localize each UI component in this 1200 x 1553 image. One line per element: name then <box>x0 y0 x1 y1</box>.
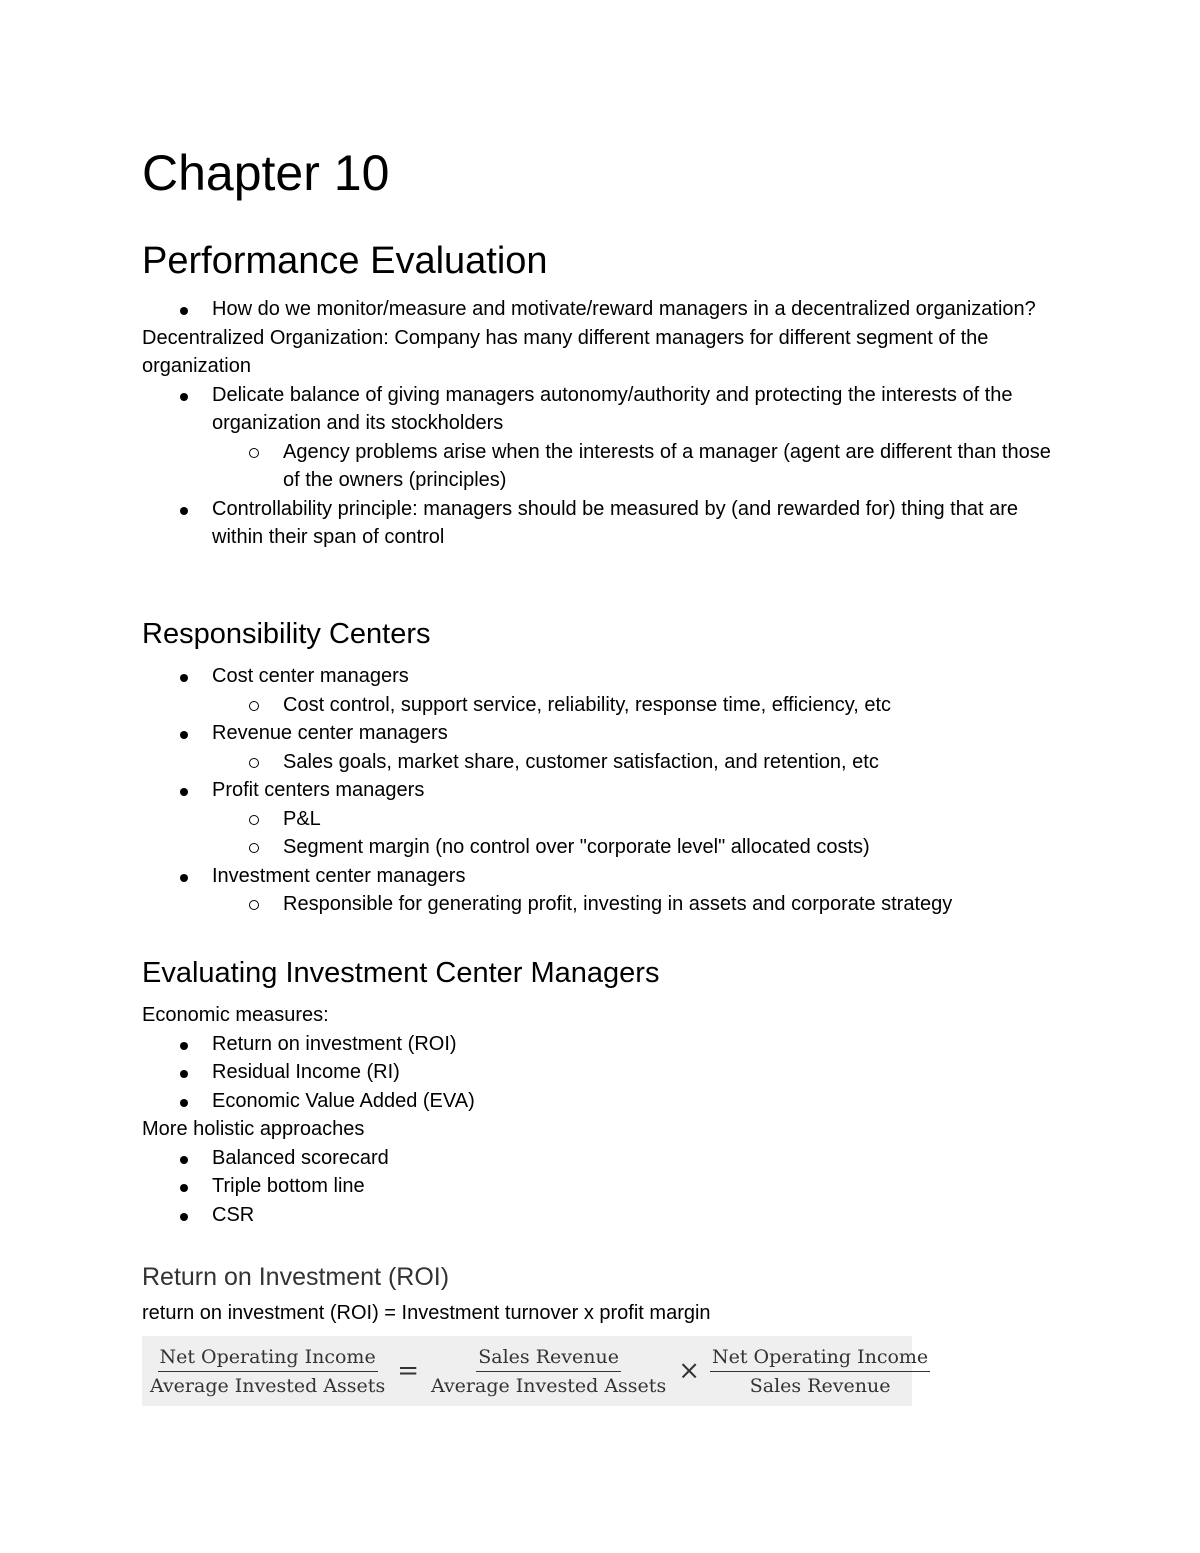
list-item: Return on investment (ROI) <box>142 1030 1062 1059</box>
list-item: How do we monitor/measure and motivate/reward managers in a decentralized organization? <box>142 295 1062 324</box>
formula-equals-sign: = <box>397 1356 419 1386</box>
heading-evaluating-investment-center: Evaluating Investment Center Managers <box>142 957 660 989</box>
list-subitem: Segment margin (no control over "corporate level" allocated costs) <box>142 833 1062 862</box>
list-item: Profit centers managers <box>142 776 1062 805</box>
heading-responsibility-centers: Responsibility Centers <box>142 618 431 650</box>
list-item: Controllability principle: managers should be measured by (and rewarded for) thing that are within their span of control <box>142 495 1062 552</box>
list-subitem: Responsible for generating profit, investing in assets and corporate strategy <box>142 890 1062 919</box>
roi-formula <box>142 1336 929 1406</box>
list-subitem: Cost control, support service, reliability, response time, efficiency, etc <box>142 691 1062 720</box>
list-item: Investment center managers <box>142 862 1062 891</box>
evaluating-content <box>142 1001 1062 1229</box>
formula-denominator: Average Invested Assets <box>150 1374 386 1397</box>
roi-definition: return on investment (ROI) = Investment turnover x profit margin <box>142 1302 711 1324</box>
heading-performance-evaluation: Performance Evaluation <box>142 240 548 282</box>
holistic-approaches-label: More holistic approaches <box>142 1118 365 1140</box>
formula-denominator: Sales Revenue <box>749 1374 891 1397</box>
formula-denominator: Average Invested Assets <box>431 1374 667 1397</box>
list-item: Residual Income (RI) <box>142 1058 1062 1087</box>
list-subitem: Sales goals, market share, customer satisfaction, and retention, etc <box>142 748 1062 777</box>
performance-content <box>142 295 1062 552</box>
formula-fraction-turnover <box>423 1346 674 1397</box>
list-item: Triple bottom line <box>142 1172 1062 1201</box>
decentralized-definition: Decentralized Organization: Company has many different managers for different segment of the organization <box>142 326 989 377</box>
formula-numerator: Net Operating Income <box>710 1346 930 1372</box>
economic-measures-label: Economic measures: <box>142 1004 329 1026</box>
heading-roi: Return on Investment (ROI) <box>142 1263 450 1291</box>
formula-numerator: Sales Revenue <box>476 1346 621 1372</box>
formula-numerator: Net Operating Income <box>158 1346 378 1372</box>
list-item: Delicate balance of giving managers autonomy/authority and protecting the interests of the organization and its stockholders <box>142 381 1062 438</box>
list-subitem: P&L <box>142 805 1062 834</box>
list-item: Revenue center managers <box>142 719 1062 748</box>
list-item: Economic Value Added (EVA) <box>142 1087 1062 1116</box>
list-item: CSR <box>142 1201 1062 1230</box>
list-item: Cost center managers <box>142 662 1062 691</box>
formula-fraction-margin <box>704 1346 936 1397</box>
list-item: Balanced scorecard <box>142 1144 1062 1173</box>
formula-times-sign: × <box>678 1356 700 1386</box>
responsibility-list <box>142 662 1062 919</box>
list-subitem: Agency problems arise when the interests of a manager (agent are different than those of the owners (principles) <box>142 438 1062 495</box>
page-title: Chapter 10 <box>142 145 390 201</box>
formula-fraction-lhs <box>142 1346 393 1397</box>
